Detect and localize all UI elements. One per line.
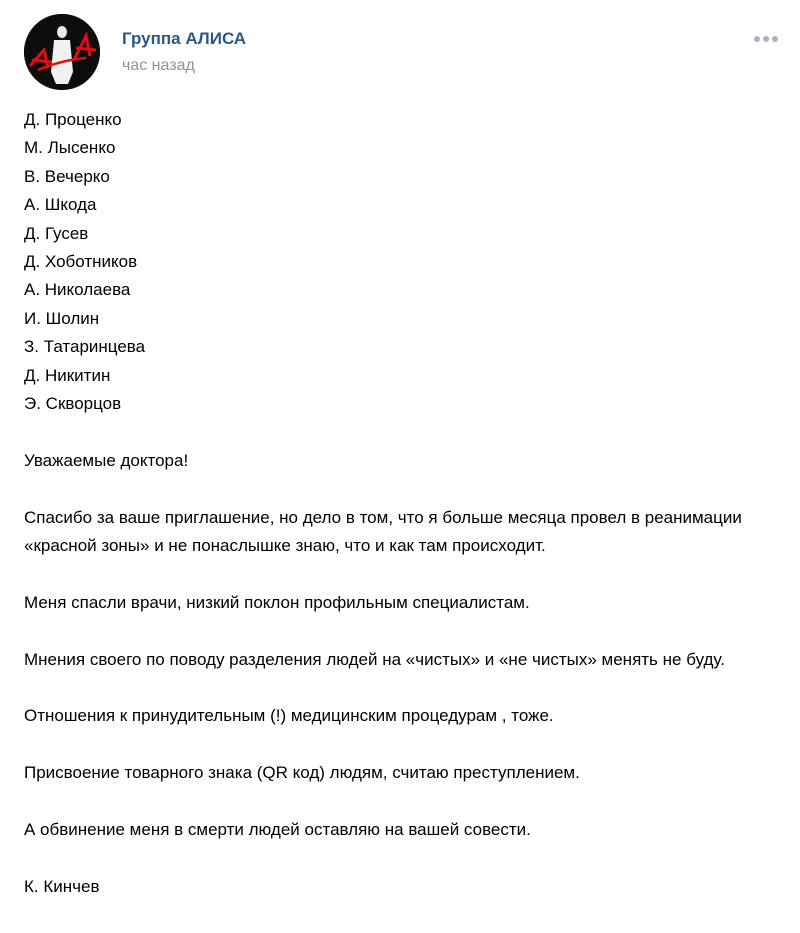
name-line: И. Шолин: [24, 308, 100, 328]
post-paragraph: Меня спасли врачи, низкий поклон профильным специалистам.: [24, 592, 530, 612]
post-paragraph: Мнения своего по поводу разделения людей на «чистых» и «не чистых» менять не буду.: [24, 649, 725, 669]
name-line: М. Лысенко: [24, 138, 116, 158]
name-line: А. Николаева: [24, 280, 131, 300]
group-avatar[interactable]: [24, 14, 100, 90]
post-time[interactable]: час назад: [122, 57, 195, 74]
name-line: Э. Скворцов: [24, 394, 122, 414]
names-list: [24, 106, 794, 418]
name-line: Д. Гусев: [24, 223, 89, 243]
name-line: Д. Проценко: [24, 110, 122, 129]
post-paragraph: К. Кинчев: [24, 876, 100, 896]
group-name-link[interactable]: Группа АЛИСА: [122, 29, 247, 48]
name-line: З. Татаринцева: [24, 337, 146, 357]
avatar-image: [24, 14, 100, 90]
post-text: [24, 106, 794, 930]
name-line: Д. Хоботников: [24, 252, 138, 272]
more-options-icon[interactable]: [754, 32, 780, 46]
post-paragraph: Спасибо за ваше приглашение, но дело в том, что я больше месяца провел в реанимации «красной зоны» и не понаслышке знаю, что и как там происходит.: [24, 507, 742, 556]
name-line: В. Вечерко: [24, 166, 110, 186]
post-paragraph: Уважаемые доктора!: [24, 450, 189, 470]
post-paragraph: Отношения к принудительным (!) медицинским процедурам , тоже.: [24, 706, 554, 726]
post-paragraph: Присвоение товарного знака (QR код) людям, считаю преступлением.: [24, 763, 580, 783]
name-line: А. Шкода: [24, 195, 97, 215]
name-line: Д. Никитин: [24, 365, 111, 385]
post-paragraph: А обвинение меня в смерти людей оставляю на вашей совести.: [24, 820, 531, 840]
